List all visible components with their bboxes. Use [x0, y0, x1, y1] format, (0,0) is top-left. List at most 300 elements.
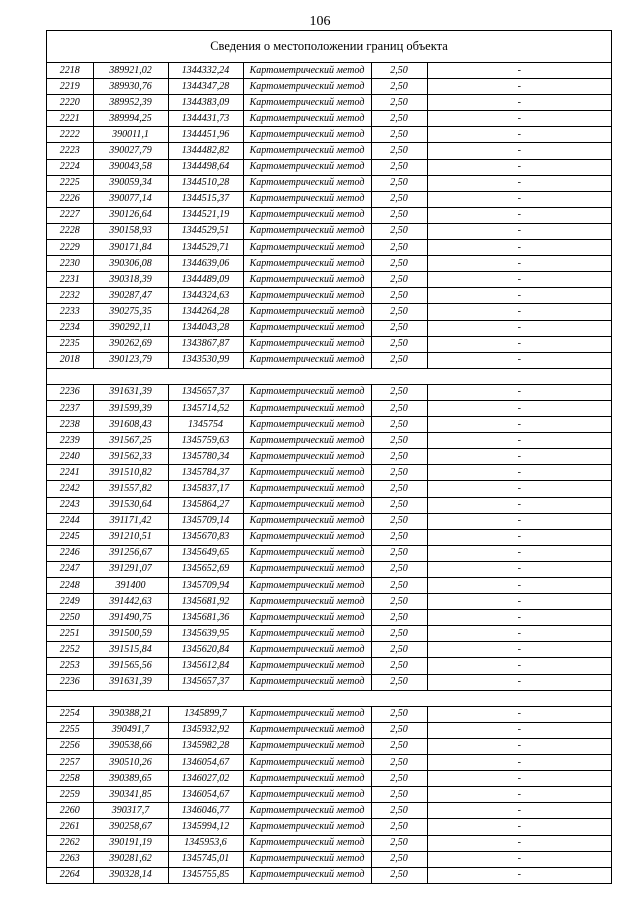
y-coordinate-cell: 1346027,02: [168, 771, 243, 787]
y-coordinate-cell: 1346054,67: [168, 787, 243, 803]
y-coordinate-cell: 1345759,63: [168, 433, 243, 449]
table-row: [47, 545, 611, 561]
accuracy-cell: 2,50: [371, 787, 427, 803]
method-cell: Картометрический метод: [243, 449, 371, 465]
method-cell: Картометрический метод: [243, 851, 371, 867]
note-cell: -: [427, 803, 611, 819]
method-cell: Картометрический метод: [243, 578, 371, 594]
note-cell: -: [427, 79, 611, 95]
table-row: [47, 223, 611, 239]
accuracy-cell: 2,50: [371, 851, 427, 867]
table-row: [47, 513, 611, 529]
point-number-cell: 2233: [47, 304, 93, 320]
table-row: [47, 159, 611, 175]
method-cell: Картометрический метод: [243, 610, 371, 626]
accuracy-cell: 2,50: [371, 626, 427, 642]
note-cell: -: [427, 819, 611, 835]
point-number-cell: 2255: [47, 722, 93, 738]
accuracy-cell: 2,50: [371, 336, 427, 352]
point-number-cell: 2234: [47, 320, 93, 336]
point-number-cell: 2223: [47, 143, 93, 159]
method-cell: Картометрический метод: [243, 626, 371, 642]
point-number-cell: 2221: [47, 111, 93, 127]
table-row: [47, 851, 611, 867]
table-row: [47, 288, 611, 304]
x-coordinate-cell: 390281,62: [93, 851, 168, 867]
point-number-cell: 2018: [47, 352, 93, 368]
y-coordinate-cell: 1345899,7: [168, 706, 243, 722]
x-coordinate-cell: 391510,82: [93, 465, 168, 481]
x-coordinate-cell: 389952,39: [93, 95, 168, 111]
x-coordinate-cell: 390158,93: [93, 223, 168, 239]
method-cell: Картометрический метод: [243, 352, 371, 368]
y-coordinate-cell: 1344639,06: [168, 256, 243, 272]
accuracy-cell: 2,50: [371, 594, 427, 610]
y-coordinate-cell: 1343867,87: [168, 336, 243, 352]
point-number-cell: 2219: [47, 79, 93, 95]
x-coordinate-cell: 391608,43: [93, 417, 168, 433]
point-number-cell: 2222: [47, 127, 93, 143]
accuracy-cell: 2,50: [371, 545, 427, 561]
accuracy-cell: 2,50: [371, 578, 427, 594]
method-cell: Картометрический метод: [243, 835, 371, 851]
method-cell: Картометрический метод: [243, 658, 371, 674]
x-coordinate-cell: 390262,69: [93, 336, 168, 352]
point-number-cell: 2254: [47, 706, 93, 722]
point-number-cell: 2237: [47, 400, 93, 416]
accuracy-cell: 2,50: [371, 272, 427, 288]
table-row: [47, 642, 611, 658]
table-row: [47, 465, 611, 481]
method-cell: Картометрический метод: [243, 642, 371, 658]
method-cell: Картометрический метод: [243, 95, 371, 111]
table-row: [47, 111, 611, 127]
method-cell: Картометрический метод: [243, 175, 371, 191]
accuracy-cell: 2,50: [371, 433, 427, 449]
method-cell: Картометрический метод: [243, 561, 371, 577]
method-cell: Картометрический метод: [243, 63, 371, 79]
method-cell: Картометрический метод: [243, 803, 371, 819]
table-row: [47, 384, 611, 400]
accuracy-cell: 2,50: [371, 384, 427, 400]
table-row: [47, 175, 611, 191]
y-coordinate-cell: 1344347,28: [168, 79, 243, 95]
y-coordinate-cell: 1346046,77: [168, 803, 243, 819]
note-cell: -: [427, 851, 611, 867]
group-separator: [47, 368, 611, 384]
x-coordinate-cell: 391500,59: [93, 626, 168, 642]
accuracy-cell: 2,50: [371, 867, 427, 883]
table-row: [47, 658, 611, 674]
table-row: [47, 771, 611, 787]
group-separator: [47, 690, 611, 706]
method-cell: Картометрический метод: [243, 127, 371, 143]
accuracy-cell: 2,50: [371, 529, 427, 545]
x-coordinate-cell: 390258,67: [93, 819, 168, 835]
point-number-cell: 2246: [47, 545, 93, 561]
accuracy-cell: 2,50: [371, 819, 427, 835]
point-number-cell: 2261: [47, 819, 93, 835]
y-coordinate-cell: 1344264,28: [168, 304, 243, 320]
x-coordinate-cell: 390059,34: [93, 175, 168, 191]
y-coordinate-cell: 1345670,83: [168, 529, 243, 545]
accuracy-cell: 2,50: [371, 127, 427, 143]
accuracy-cell: 2,50: [371, 706, 427, 722]
x-coordinate-cell: 390287,47: [93, 288, 168, 304]
y-coordinate-cell: 1345620,84: [168, 642, 243, 658]
method-cell: Картометрический метод: [243, 722, 371, 738]
x-coordinate-cell: 389994,25: [93, 111, 168, 127]
note-cell: -: [427, 497, 611, 513]
point-number-cell: 2238: [47, 417, 93, 433]
y-coordinate-cell: 1345780,34: [168, 449, 243, 465]
table-row: [47, 256, 611, 272]
x-coordinate-cell: 389930,76: [93, 79, 168, 95]
note-cell: -: [427, 352, 611, 368]
table-row: [47, 336, 611, 352]
table-row: [47, 626, 611, 642]
note-cell: -: [427, 771, 611, 787]
x-coordinate-cell: 390510,26: [93, 755, 168, 771]
x-coordinate-cell: 390011,1: [93, 127, 168, 143]
accuracy-cell: 2,50: [371, 111, 427, 127]
table-row: [47, 79, 611, 95]
table-row: [47, 304, 611, 320]
method-cell: Картометрический метод: [243, 111, 371, 127]
x-coordinate-cell: 391562,33: [93, 449, 168, 465]
y-coordinate-cell: 1344383,09: [168, 95, 243, 111]
y-coordinate-cell: 1345745,01: [168, 851, 243, 867]
y-coordinate-cell: 1345681,92: [168, 594, 243, 610]
point-number-cell: 2224: [47, 159, 93, 175]
note-cell: -: [427, 240, 611, 256]
y-coordinate-cell: 1343530,99: [168, 352, 243, 368]
note-cell: -: [427, 481, 611, 497]
point-number-cell: 2240: [47, 449, 93, 465]
y-coordinate-cell: 1345714,52: [168, 400, 243, 416]
accuracy-cell: 2,50: [371, 191, 427, 207]
x-coordinate-cell: 390292,11: [93, 320, 168, 336]
note-cell: -: [427, 594, 611, 610]
x-coordinate-cell: 390341,85: [93, 787, 168, 803]
note-cell: -: [427, 111, 611, 127]
y-coordinate-cell: 1344529,71: [168, 240, 243, 256]
y-coordinate-cell: 1345709,14: [168, 513, 243, 529]
table-row: [47, 755, 611, 771]
method-cell: Картометрический метод: [243, 513, 371, 529]
note-cell: -: [427, 513, 611, 529]
y-coordinate-cell: 1344332,24: [168, 63, 243, 79]
note-cell: -: [427, 835, 611, 851]
y-coordinate-cell: 1344324,63: [168, 288, 243, 304]
y-coordinate-cell: 1344451,96: [168, 127, 243, 143]
y-coordinate-cell: 1345755,85: [168, 867, 243, 883]
point-number-cell: 2248: [47, 578, 93, 594]
note-cell: -: [427, 529, 611, 545]
method-cell: Картометрический метод: [243, 400, 371, 416]
y-coordinate-cell: 1344489,09: [168, 272, 243, 288]
accuracy-cell: 2,50: [371, 207, 427, 223]
method-cell: Картометрический метод: [243, 191, 371, 207]
y-coordinate-cell: 1346054,67: [168, 755, 243, 771]
accuracy-cell: 2,50: [371, 674, 427, 690]
note-cell: -: [427, 175, 611, 191]
x-coordinate-cell: 390123,79: [93, 352, 168, 368]
y-coordinate-cell: 1344521,19: [168, 207, 243, 223]
method-cell: Картометрический метод: [243, 256, 371, 272]
note-cell: -: [427, 400, 611, 416]
method-cell: Картометрический метод: [243, 223, 371, 239]
table-row: [47, 449, 611, 465]
method-cell: Картометрический метод: [243, 288, 371, 304]
x-coordinate-cell: 391400: [93, 578, 168, 594]
note-cell: -: [427, 63, 611, 79]
point-number-cell: 2231: [47, 272, 93, 288]
table-row: [47, 706, 611, 722]
note-cell: -: [427, 143, 611, 159]
point-number-cell: 2229: [47, 240, 93, 256]
point-number-cell: 2245: [47, 529, 93, 545]
note-cell: -: [427, 738, 611, 754]
method-cell: Картометрический метод: [243, 594, 371, 610]
point-number-cell: 2259: [47, 787, 93, 803]
group-separator-row: [47, 368, 611, 384]
table-row: [47, 400, 611, 416]
note-cell: -: [427, 304, 611, 320]
y-coordinate-cell: 1345754: [168, 417, 243, 433]
table-row: [47, 738, 611, 754]
point-number-cell: 2262: [47, 835, 93, 851]
method-cell: Картометрический метод: [243, 207, 371, 223]
table-row: [47, 143, 611, 159]
method-cell: Картометрический метод: [243, 771, 371, 787]
note-cell: -: [427, 207, 611, 223]
y-coordinate-cell: 1345657,37: [168, 384, 243, 400]
point-number-cell: 2252: [47, 642, 93, 658]
table-row: [47, 610, 611, 626]
y-coordinate-cell: 1344498,64: [168, 159, 243, 175]
y-coordinate-cell: 1345709,94: [168, 578, 243, 594]
method-cell: Картометрический метод: [243, 787, 371, 803]
method-cell: Картометрический метод: [243, 433, 371, 449]
accuracy-cell: 2,50: [371, 79, 427, 95]
x-coordinate-cell: 390126,64: [93, 207, 168, 223]
table-row: [47, 867, 611, 883]
accuracy-cell: 2,50: [371, 352, 427, 368]
x-coordinate-cell: 390328,14: [93, 867, 168, 883]
y-coordinate-cell: 1345639,95: [168, 626, 243, 642]
x-coordinate-cell: 390317,7: [93, 803, 168, 819]
y-coordinate-cell: 1344431,73: [168, 111, 243, 127]
x-coordinate-cell: 390538,66: [93, 738, 168, 754]
y-coordinate-cell: 1345612,84: [168, 658, 243, 674]
method-cell: Картометрический метод: [243, 545, 371, 561]
note-cell: -: [427, 626, 611, 642]
point-number-cell: 2228: [47, 223, 93, 239]
table-row: [47, 272, 611, 288]
x-coordinate-cell: 391599,39: [93, 400, 168, 416]
y-coordinate-cell: 1345652,69: [168, 561, 243, 577]
accuracy-cell: 2,50: [371, 288, 427, 304]
method-cell: Картометрический метод: [243, 867, 371, 883]
accuracy-cell: 2,50: [371, 642, 427, 658]
point-number-cell: 2242: [47, 481, 93, 497]
method-cell: Картометрический метод: [243, 819, 371, 835]
note-cell: -: [427, 449, 611, 465]
point-number-cell: 2253: [47, 658, 93, 674]
table-row: [47, 497, 611, 513]
table-row: [47, 787, 611, 803]
note-cell: -: [427, 658, 611, 674]
accuracy-cell: 2,50: [371, 803, 427, 819]
note-cell: -: [427, 722, 611, 738]
x-coordinate-cell: 391567,25: [93, 433, 168, 449]
point-number-cell: 2258: [47, 771, 93, 787]
table-row: [47, 433, 611, 449]
method-cell: Картометрический метод: [243, 159, 371, 175]
x-coordinate-cell: 390306,08: [93, 256, 168, 272]
point-number-cell: 2220: [47, 95, 93, 111]
table-row: [47, 320, 611, 336]
x-coordinate-cell: 391515,84: [93, 642, 168, 658]
point-number-cell: 2244: [47, 513, 93, 529]
method-cell: Картометрический метод: [243, 384, 371, 400]
y-coordinate-cell: 1345784,37: [168, 465, 243, 481]
x-coordinate-cell: 391631,39: [93, 384, 168, 400]
y-coordinate-cell: 1345649,65: [168, 545, 243, 561]
table-row: [47, 207, 611, 223]
point-number-cell: 2263: [47, 851, 93, 867]
point-number-cell: 2218: [47, 63, 93, 79]
point-number-cell: 2241: [47, 465, 93, 481]
method-cell: Картометрический метод: [243, 755, 371, 771]
method-cell: Картометрический метод: [243, 738, 371, 754]
accuracy-cell: 2,50: [371, 256, 427, 272]
y-coordinate-cell: 1345982,28: [168, 738, 243, 754]
point-number-cell: 2235: [47, 336, 93, 352]
accuracy-cell: 2,50: [371, 738, 427, 754]
x-coordinate-cell: 391256,67: [93, 545, 168, 561]
accuracy-cell: 2,50: [371, 63, 427, 79]
x-coordinate-cell: 390027,79: [93, 143, 168, 159]
note-cell: -: [427, 191, 611, 207]
method-cell: Картометрический метод: [243, 79, 371, 95]
accuracy-cell: 2,50: [371, 561, 427, 577]
y-coordinate-cell: 1344510,28: [168, 175, 243, 191]
point-number-cell: 2256: [47, 738, 93, 754]
note-cell: -: [427, 272, 611, 288]
note-cell: -: [427, 433, 611, 449]
note-cell: -: [427, 95, 611, 111]
note-cell: -: [427, 336, 611, 352]
table-row: [47, 561, 611, 577]
point-number-cell: 2227: [47, 207, 93, 223]
note-cell: -: [427, 642, 611, 658]
accuracy-cell: 2,50: [371, 771, 427, 787]
x-coordinate-cell: 390043,58: [93, 159, 168, 175]
table-row: [47, 240, 611, 256]
accuracy-cell: 2,50: [371, 400, 427, 416]
note-cell: -: [427, 127, 611, 143]
note-cell: -: [427, 256, 611, 272]
note-cell: -: [427, 755, 611, 771]
accuracy-cell: 2,50: [371, 175, 427, 191]
point-number-cell: 2232: [47, 288, 93, 304]
point-number-cell: 2260: [47, 803, 93, 819]
point-number-cell: 2236: [47, 674, 93, 690]
accuracy-cell: 2,50: [371, 223, 427, 239]
table-row: [47, 95, 611, 111]
accuracy-cell: 2,50: [371, 610, 427, 626]
table-row: [47, 127, 611, 143]
note-cell: -: [427, 465, 611, 481]
x-coordinate-cell: 391530,64: [93, 497, 168, 513]
point-number-cell: 2230: [47, 256, 93, 272]
point-number-cell: 2247: [47, 561, 93, 577]
x-coordinate-cell: 390389,65: [93, 771, 168, 787]
x-coordinate-cell: 390388,21: [93, 706, 168, 722]
x-coordinate-cell: 391171,42: [93, 513, 168, 529]
accuracy-cell: 2,50: [371, 95, 427, 111]
note-cell: -: [427, 159, 611, 175]
y-coordinate-cell: 1345837,17: [168, 481, 243, 497]
note-cell: -: [427, 561, 611, 577]
y-coordinate-cell: 1344043,28: [168, 320, 243, 336]
method-cell: Картометрический метод: [243, 529, 371, 545]
point-number-cell: 2249: [47, 594, 93, 610]
coordinates-table-body: [47, 63, 611, 883]
x-coordinate-cell: 390171,84: [93, 240, 168, 256]
accuracy-cell: 2,50: [371, 304, 427, 320]
table-row: [47, 63, 611, 79]
accuracy-cell: 2,50: [371, 465, 427, 481]
point-number-cell: 2257: [47, 755, 93, 771]
note-cell: -: [427, 417, 611, 433]
accuracy-cell: 2,50: [371, 722, 427, 738]
x-coordinate-cell: 391291,07: [93, 561, 168, 577]
method-cell: Картометрический метод: [243, 481, 371, 497]
y-coordinate-cell: 1345864,27: [168, 497, 243, 513]
x-coordinate-cell: 391490,75: [93, 610, 168, 626]
note-cell: -: [427, 578, 611, 594]
y-coordinate-cell: 1344482,82: [168, 143, 243, 159]
point-number-cell: 2250: [47, 610, 93, 626]
method-cell: Картометрический метод: [243, 706, 371, 722]
y-coordinate-cell: 1345932,92: [168, 722, 243, 738]
coordinates-table: [47, 63, 611, 883]
x-coordinate-cell: 390491,7: [93, 722, 168, 738]
note-cell: -: [427, 288, 611, 304]
x-coordinate-cell: 391631,39: [93, 674, 168, 690]
x-coordinate-cell: 389921,02: [93, 63, 168, 79]
y-coordinate-cell: 1345681,36: [168, 610, 243, 626]
table-row: [47, 481, 611, 497]
accuracy-cell: 2,50: [371, 143, 427, 159]
accuracy-cell: 2,50: [371, 449, 427, 465]
x-coordinate-cell: 390275,35: [93, 304, 168, 320]
accuracy-cell: 2,50: [371, 513, 427, 529]
x-coordinate-cell: 391210,51: [93, 529, 168, 545]
method-cell: Картометрический метод: [243, 497, 371, 513]
point-number-cell: 2243: [47, 497, 93, 513]
method-cell: Картометрический метод: [243, 320, 371, 336]
table-row: [47, 191, 611, 207]
point-number-cell: 2226: [47, 191, 93, 207]
table-row: [47, 417, 611, 433]
point-number-cell: 2239: [47, 433, 93, 449]
method-cell: Картометрический метод: [243, 674, 371, 690]
document-title: Сведения о местоположении границ объекта: [47, 31, 611, 63]
